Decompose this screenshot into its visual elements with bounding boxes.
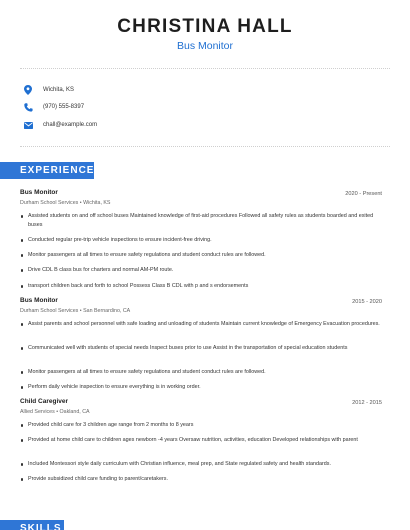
candidate-role: Bus Monitor (176, 40, 234, 52)
list-item: transport children back and forth to school Possess Class B CDL with p and s endorsements (20, 282, 380, 291)
list-item: Provide subsidized child care funding to parent/caretakers. (20, 475, 380, 484)
location-text: Wichita, KS (43, 87, 75, 93)
contact-email (22, 119, 97, 131)
job-title: Bus Monitor (20, 297, 58, 304)
candidate-name: CHRISTINA HALL (117, 16, 293, 37)
phone-text: (970) 555-8397 (43, 104, 85, 110)
list-item: Conducted regular pre-trip vehicle inspections to ensure incident-free driving. (20, 236, 380, 245)
job-employer: Durham School Services • Wichita, KS (20, 200, 111, 206)
list-item: Provided at home child care to children ages newborn -4 years Oversaw nutrition, activities, education Developed relationships with parent (20, 436, 380, 445)
list-item: Assisted students on and off school buses Maintained knowledge of first-aid procedures Followed all safety rules as students boarded and exited buses (20, 212, 380, 230)
job-title: Child Caregiver (20, 398, 69, 405)
contact-location (22, 84, 74, 96)
experience-section-header: EXPERIENCE (0, 162, 94, 179)
divider (20, 68, 390, 69)
list-item: Communicated well with students of special needs Inspect buses prior to use Assist in the transportation of special education students (20, 344, 380, 353)
list-item: Included Montessori style daily curriculum with Christian influence, meal prep, and State regulated safety and health standards. (20, 460, 380, 469)
skills-section-header: SKILLS (0, 520, 64, 530)
list-item: Monitor passengers at all times to ensure safety regulations and student conduct rules are followed. (20, 251, 380, 260)
contact-phone (22, 101, 84, 113)
list-item: Perform daily vehicle inspection to ensure everything is in working order. (20, 383, 380, 392)
divider (20, 146, 390, 147)
envelope-icon (22, 119, 34, 131)
job-dates: 2012 - 2015 (352, 400, 382, 406)
phone-icon (22, 101, 34, 113)
list-item: Assist parents and school personnel with safe loading and unloading of students Maintain current knowledge of Emergency Evacuation procedures. (20, 320, 380, 329)
job-dates: 2015 - 2020 (352, 299, 382, 305)
list-item: Monitor passengers at all times to ensure safety regulations and student conduct rules are followed. (20, 368, 380, 377)
job-employer: Durham School Services • San Bernardino, CA (20, 308, 131, 314)
list-item: Provided child care for 3 children age range from 2 months to 8 years (20, 421, 380, 430)
job-dates: 2020 - Present (345, 191, 382, 197)
list-item: Drive CDL B class bus for charters and normal AM-PM route. (20, 266, 380, 275)
job-employer: Allied Services • Oakland, CA (20, 409, 90, 415)
job-title: Bus Monitor (20, 189, 58, 196)
email-text[interactable]: chall@example.com (43, 122, 98, 128)
map-pin-icon (22, 84, 34, 96)
